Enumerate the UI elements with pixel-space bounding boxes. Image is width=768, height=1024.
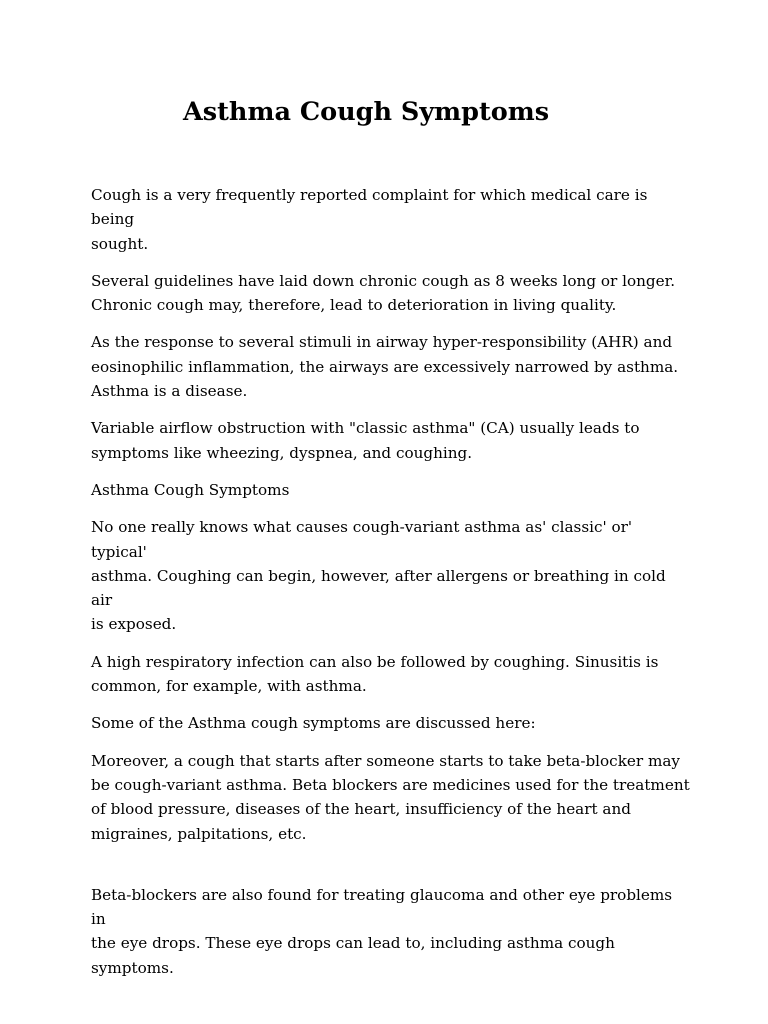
paragraph-chronic-cough: Several guidelines have laid down chronic cough as 8 weeks long or longer. Chronic cough may, therefore, lead to deterioration in living quality.: [91, 271, 676, 315]
paragraph-subheading: Asthma Cough Symptoms: [91, 480, 290, 499]
paragraph-beta-blocker: Moreover, a cough that starts after someone starts to take beta-blocker may be cough-variant asthma. Beta blockers are medicines used for the treatment of blood pressure, diseases of the heart, insufficiency of the heart and migraines, palpitations, etc.: [91, 751, 690, 843]
paragraph-symptoms-intro: Some of the Asthma cough symptoms are discussed here:: [91, 714, 536, 733]
paragraph-eye-drops: Beta-blockers are also found for treating glaucoma and other eye problems in the eye drops. These eye drops can lead to, including asthma cough symptoms.: [91, 885, 673, 977]
paragraph-respiratory-infection: A high respiratory infection can also be followed by coughing. Sinusitis is common, for example, with asthma.: [91, 652, 659, 696]
paragraph-causes: No one really knows what causes cough-variant asthma as' classic' or' typical' asthma. Coughing can begin, however, after allergens or breathing in cold air is exposed.: [91, 518, 666, 634]
paragraph-cough-complaint: Cough is a very frequently reported complaint for which medical care is being sought.: [91, 186, 648, 253]
document-title: Asthma Cough Symptoms: [183, 97, 550, 127]
paragraph-airflow-obstruction: Variable airflow obstruction with "classic asthma" (CA) usually leads to symptoms like wheezing, dyspnea, and coughing.: [91, 419, 640, 462]
paragraph-airway-response: As the response to several stimuli in airway hyper-responsibility (AHR) and eosinophilic inflammation, the airways are excessively narrowed by asthma. Asthma is a disease.: [91, 333, 679, 401]
document-body: [91, 183, 691, 980]
